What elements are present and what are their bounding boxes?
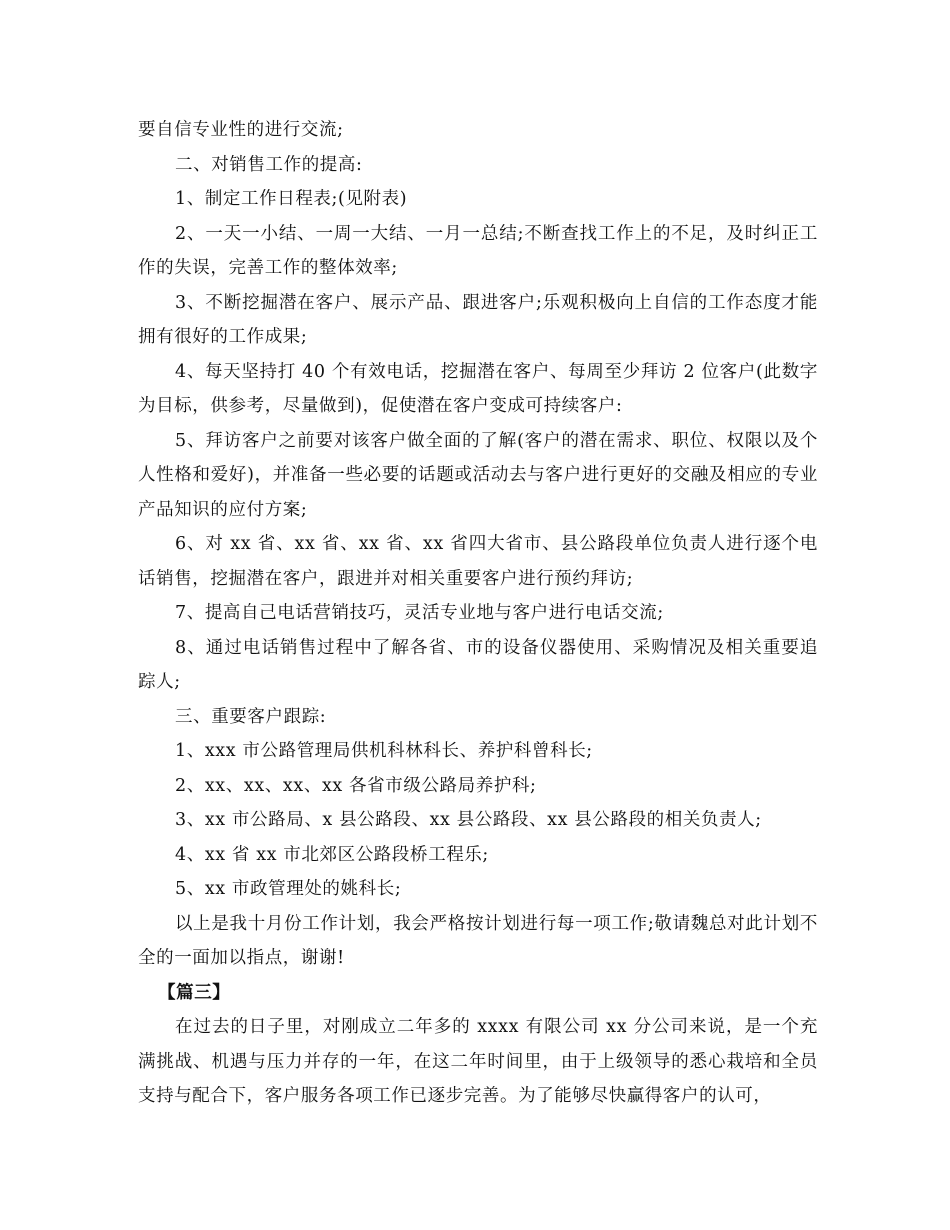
paragraph-1: 要自信专业性的进行交流; xyxy=(138,120,344,140)
list-item: 2、xx、xx、xx、xx 各省市级公路局养护科; xyxy=(175,775,537,796)
section-heading-pian-san: 【篇三】 xyxy=(158,982,231,1003)
list-item: 2、一天一小结、一周一大结、一月一总结;不断查找工作上的不足，及时纠正工作的失误，完善工作的整体效率; xyxy=(138,223,818,278)
list-item: 5、拜访客户之前要对该客户做全面的了解(客户的潜在需求、职位、权限以及个人性格和爱好)，并准备一些必要的话题或活动去与客户进行更好的交融及相应的专业产品知识的应付方案; xyxy=(138,430,818,520)
list-item: 8、通过电话销售过程中了解各省、市的设备仪器使用、采购情况及相关重要追踪人; xyxy=(138,637,818,692)
list-item: 3、xx 市公路局、x 县公路段、xx 县公路段、xx 县公路段的相关负责人; xyxy=(175,810,762,830)
list-item: 3、不断挖掘潜在客户、展示产品、跟进客户;乐观积极向上自信的工作态度才能拥有很好的工作成果; xyxy=(138,292,818,347)
document-body xyxy=(138,113,818,1114)
list-item: 4、每天坚持打 40 个有效电话，挖掘潜在客户、每周至少拜访 2 位客户(此数字为目标，供参考，尽量做到)，促使潜在客户变成可持续客户: xyxy=(138,361,818,416)
list-item: 1、制定工作日程表;(见附表) xyxy=(175,189,408,209)
section-heading-two: 二、对销售工作的提高: xyxy=(175,154,363,175)
list-item: 1、xxx 市公路管理局供机科林科长、养护科曾科长; xyxy=(175,741,593,761)
list-item: 4、xx 省 xx 市北郊区公路段桥工程乐; xyxy=(175,844,489,865)
body-paragraph: 在过去的日子里，对刚成立二年多的 xxxx 有限公司 xx 分公司来说，是一个充满挑战、机遇与压力并存的一年，在这二年时间里，由于上级领导的悉心栽培和全员支持与配合下，客户服务各项工作已逐步完善。为了能够尽快赢得客户的认可， xyxy=(138,1017,818,1106)
list-item: 7、提高自己电话营销技巧，灵活专业地与客户进行电话交流; xyxy=(175,603,664,623)
list-item: 6、对 xx 省、xx 省、xx 省、xx 省四大省市、县公路段单位负责人进行逐个电话销售，挖掘潜在客户，跟进并对相关重要客户进行预约拜访; xyxy=(138,534,818,589)
section-heading-three: 三、重要客户跟踪: xyxy=(175,706,327,727)
closing-paragraph: 以上是我十月份工作计划，我会严格按计划进行每一项工作;敬请魏总对此计划不全的一面加以指点，谢谢! xyxy=(138,913,818,968)
list-item: 5、xx 市政管理处的姚科长; xyxy=(175,879,402,899)
